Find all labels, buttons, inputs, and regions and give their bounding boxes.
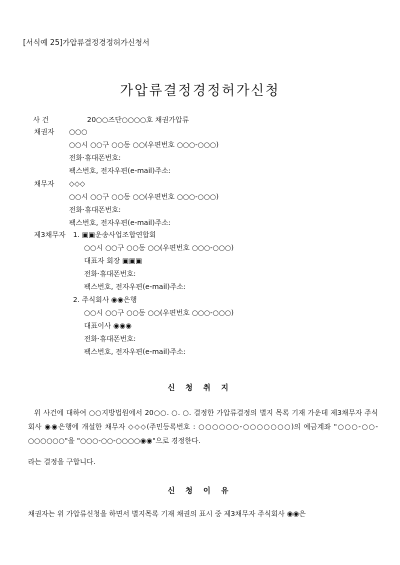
document-title: 가압류결정경정허가신청	[120, 83, 280, 99]
third-debtor-1-phone: 전화·휴대폰번호:	[84, 270, 136, 278]
creditor-name: ○○○	[69, 128, 88, 136]
debtor-address: ○○시 ○○구 ○○동 ○○(우편번호 ○○○-○○○)	[69, 193, 219, 201]
case-label: 사 건	[33, 116, 49, 124]
third-debtor-2-fax-email: 팩스번호, 전자우편(e-mail)주소:	[84, 348, 186, 356]
creditor-fax-email: 팩스번호, 전자우편(e-mail)주소:	[69, 167, 171, 175]
creditor-phone: 전화·휴대폰번호:	[69, 154, 121, 162]
debtor-label: 채무자	[34, 180, 55, 188]
third-debtor-1-address: ○○시 ○○구 ○○동 ○○(우편번호 ○○○-○○○)	[84, 244, 234, 252]
purpose-closing: 라는 결정을 구합니다.	[28, 458, 96, 466]
third-debtor-label: 제3채무자	[34, 231, 66, 239]
third-debtor-2-phone: 전화·휴대폰번호:	[84, 335, 136, 343]
third-debtor-1-representative: 대표자 회장 ▣▣▣	[84, 257, 143, 265]
creditor-address: ○○시 ○○구 ○○동 ○○(우편번호 ○○○-○○○)	[69, 141, 219, 149]
purpose-paragraph: 위 사건에 대하여 ○○지방법원에서 20○○. ○. ○. 결정한 가압류결정의 별지 목록 기재 가운데 제3채무자 주식회사 ◉◉은행에 개설한 채무자 ◇◇◇(주민등록번호 : ○○○○○○-○○○○○○○)의 예금계좌 "○○○-○○-○○○○○○"을 "○○○-○○-○○○○◉◉"으로 경정한다.	[28, 409, 378, 445]
debtor-fax-email: 팩스번호, 전자우편(e-mail)주소:	[69, 219, 171, 227]
third-debtor-2-representative: 대표이사 ◉◉◉	[84, 322, 132, 330]
reason-heading: 신 청 이 유	[167, 486, 233, 495]
case-value: 20○○즈단○○○○호 채권가압류	[87, 116, 189, 124]
creditor-label: 채권자	[34, 128, 55, 136]
third-debtor-2-address: ○○시 ○○구 ○○동 ○○(우편번호 ○○○-○○○)	[84, 309, 234, 317]
form-label: [서식예 25]가압류결정경정허가신청서	[23, 38, 150, 47]
debtor-phone: 전화·휴대폰번호:	[69, 206, 121, 214]
purpose-heading: 신 청 취 지	[167, 383, 233, 392]
third-debtor-1-fax-email: 팩스번호, 전자우편(e-mail)주소:	[84, 283, 186, 291]
third-debtor-2-name: 2. 주식회사 ◉◉은행	[73, 296, 137, 304]
debtor-name: ◇◇◇	[69, 180, 86, 188]
third-debtor-1-name: 1. ▣▣운송사업조합연합회	[73, 231, 156, 239]
reason-paragraph: 채권자는 위 가압류신청을 하면서 별지목록 기재 채권의 표시 중 제3채무자 주식회사 ◉◉은	[28, 510, 306, 518]
